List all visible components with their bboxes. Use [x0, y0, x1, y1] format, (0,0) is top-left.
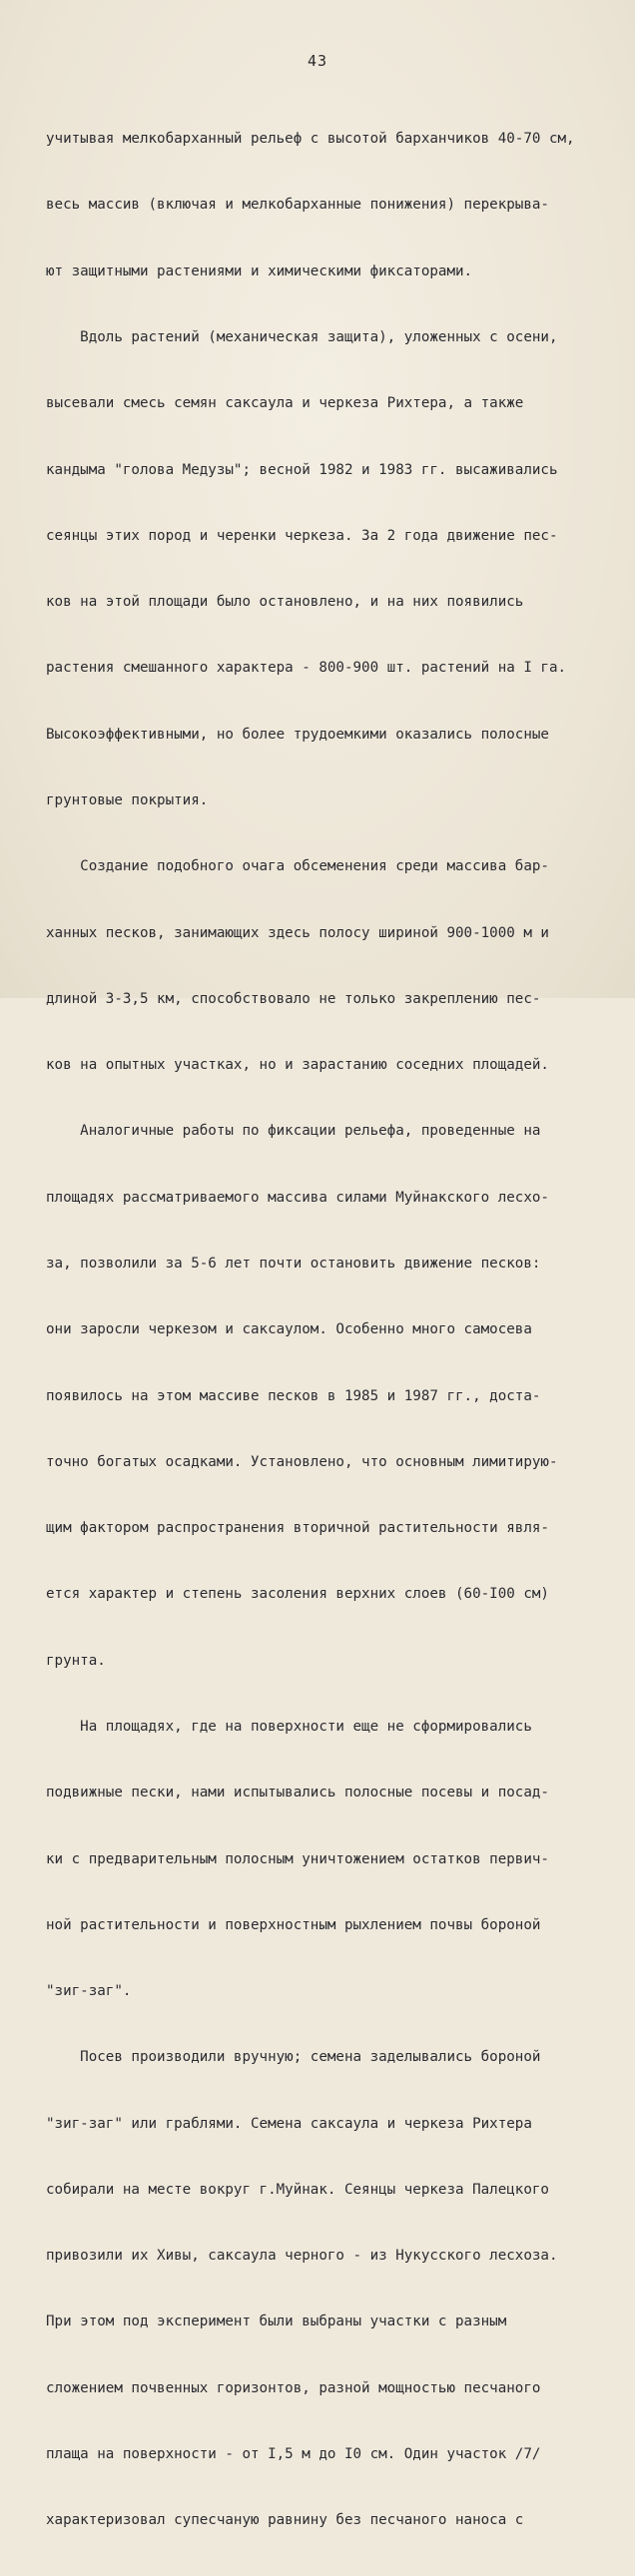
- text-line: ханных песков, занимающих здесь полосу шириной 900-1000 м и: [46, 924, 549, 941]
- text-line: растения смешанного характера - 800-900 шт. растений на I га.: [46, 660, 567, 677]
- text-line: ют защитными растениями и химическими фиксаторами.: [46, 262, 473, 279]
- page-number: 43: [307, 52, 328, 70]
- text-line: весь массив (включая и мелкобарханные понижения) перекрыва-: [46, 197, 549, 214]
- text-line: характеризовал супесчаную равнину без песчаного наноса с: [46, 2512, 524, 2529]
- text-line: Создание подобного очага обсеменения среди массива бар-: [46, 858, 549, 875]
- text-line: площадях рассматриваемого массива силами Муйнакского лесхо-: [46, 1189, 549, 1206]
- text-line: ется характер и степень засоления верхних слоев (60-I00 см): [46, 1586, 549, 1603]
- text-line: точно богатых осадками. Установлено, что основным лимитирую-: [46, 1453, 558, 1470]
- text-line: плаща на поверхности - от I,5 м до I0 см. Один участок /7/: [46, 2446, 541, 2463]
- text-line: ки с предварительным полосным уничтожением остатков первич-: [46, 1850, 549, 1867]
- text-line: ков на опытных участках, но и зарастанию соседних площадей.: [46, 1057, 549, 1074]
- text-line: за, позволили за 5-6 лет почти остановить движение песков:: [46, 1255, 541, 1272]
- text-line: ков на этой площади было остановлено, и на них появились: [46, 594, 524, 611]
- text-line: грунта.: [46, 1652, 106, 1669]
- text-line: учитывая мелкобарханный рельеф с высотой барханчиков 40-70 см,: [46, 131, 575, 148]
- text-line: появилось на этом массиве песков в 1985 и 1987 гг., доста-: [46, 1387, 541, 1404]
- text-line: Высокоэффективными, но более трудоемкими оказались полосные: [46, 726, 549, 743]
- text-line: кандыма "голова Медузы"; весной 1982 и 1983 гг. высаживались: [46, 461, 558, 478]
- body-text: [46, 84, 605, 2576]
- text-line: "зиг-заг" или граблями. Семена саксаула и черкеза Рихтера: [46, 2115, 532, 2132]
- text-line: При этом под эксперимент были выбраны участки с разным: [46, 2314, 507, 2330]
- text-line: На площадях, где на поверхности еще не сформировались: [46, 1718, 532, 1735]
- text-line: высевали смесь семян саксаула и черкеза Рихтера, а также: [46, 395, 524, 412]
- text-line: сеянцы этих пород и черенки черкеза. За 2 года движение пес-: [46, 527, 558, 544]
- text-line: Посев производили вручную; семена заделывались бороной: [46, 2049, 541, 2066]
- text-line: грунтовые покрытия.: [46, 792, 209, 808]
- text-line: Вдоль растений (механическая защита), уложенных с осени,: [46, 329, 558, 346]
- text-line: щим фактором распространения вторичной растительности явля-: [46, 1520, 549, 1537]
- text-line: ной растительности и поверхностным рыхлением почвы бороной: [46, 1916, 541, 1933]
- text-line: собирали на месте вокруг г.Муйнак. Сеянцы черкеза Палецкого: [46, 2181, 549, 2198]
- text-line: "зиг-заг".: [46, 1983, 132, 2000]
- text-line: Аналогичные работы по фиксации рельефа, проведенные на: [46, 1123, 541, 1140]
- text-line: сложением почвенных горизонтов, разной мощностью песчаного: [46, 2379, 541, 2396]
- text-line: подвижные пески, нами испытывались полосные посевы и посад-: [46, 1785, 549, 1802]
- text-line: они заросли черкезом и саксаулом. Особенно много самосева: [46, 1321, 532, 1338]
- text-line: длиной 3-3,5 км, способствовало не только закреплению пес-: [46, 990, 541, 1007]
- text-line: привозили их Хивы, саксаула черного - из Нукусского лесхоза.: [46, 2248, 558, 2265]
